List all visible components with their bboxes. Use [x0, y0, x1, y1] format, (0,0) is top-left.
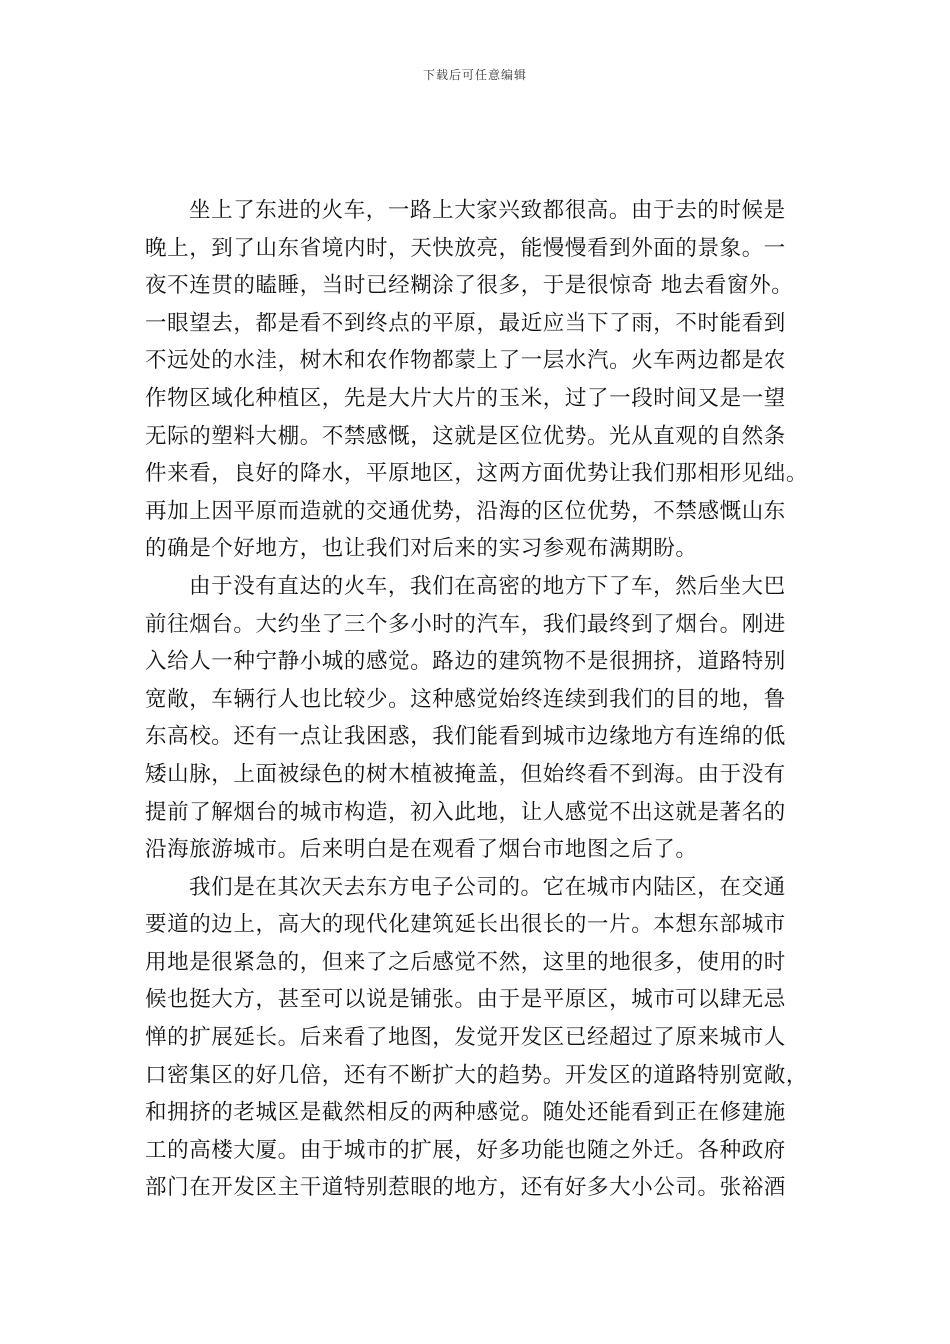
- paragraph-2-line: 前往烟台。大约坐了三个多小时的汽车，我们最终到了烟台。刚进: [145, 611, 786, 637]
- paragraph-3-line: 候也挺大方，甚至可以说是铺张。由于是平原区，城市可以肆无忌: [145, 987, 786, 1013]
- paragraph-2-line: 矮山脉，上面被绿色的树木植被掩盖，但始终看不到海。由于没有: [145, 761, 786, 787]
- paragraph-1-line: 坐上了东进的火车，一路上大家兴致都很高。由于去的时候是: [189, 198, 786, 223]
- paragraph-1-line: 件来看，良好的降水，平原地区，这两方面优势让我们那相形见绌。: [145, 461, 809, 487]
- paragraph-2-line: 宽敞，车辆行人也比较少。这种感觉始终连续到我们的目的地，鲁: [145, 686, 786, 712]
- header-note: 下载后可任意编辑: [422, 68, 527, 82]
- paragraph-1-line: 的确是个好地方，也让我们对后来的实习参观布满期盼。: [145, 536, 698, 562]
- paragraph-2-line: 由于没有直达的火车，我们在高密的地方下了车，然后坐大巴: [189, 573, 786, 599]
- paragraph-3-line: 工的高楼大厦。由于城市的扩展，好多功能也随之外迁。各种政府: [145, 1137, 786, 1163]
- paragraph-1-line: 作物区域化种植区，先是大片大片的玉米，过了一段时间又是一望: [145, 385, 786, 411]
- paragraph-3-line: 要道的边上，高大的现代化建筑延长出很长的一片。本想东部城市: [145, 912, 786, 938]
- paragraph-1-line: 晚上，到了山东省境内时，天快放亮，能慢慢看到外面的景象。一: [145, 235, 786, 261]
- paragraph-1-line: 再加上因平原而造就的交通优势，沿海的区位优势，不禁感慨山东: [145, 498, 786, 524]
- paragraph-2-line: 提前了解烟台的城市构造，初入此地，让人感觉不出这就是著名的: [145, 799, 786, 825]
- paragraph-2-line: 入给人一种宁静小城的感觉。路边的建筑物不是很拥挤，道路特别: [145, 649, 786, 675]
- paragraph-3-line: 我们是在其次天去东方电子公司的。它在城市内陆区，在交通: [189, 874, 786, 900]
- paragraph-1-line: 夜不连贯的瞌睡，当时已经糊涂了很多，于是很惊奇 地去看窗外。: [145, 273, 794, 299]
- paragraph-1-line: 无际的塑料大棚。不禁感慨，这就是区位优势。光从直观的自然条: [145, 423, 786, 449]
- paragraph-2-line: 东高校。还有一点让我困惑，我们能看到城市边缘地方有连绵的低: [145, 724, 786, 750]
- paragraph-3-line: 和拥挤的老城区是截然相反的两种感觉。随处还能看到正在修建施: [145, 1100, 786, 1126]
- paragraph-1-line: 不远处的水洼，树木和农作物都蒙上了一层水汽。火车两边都是农: [145, 348, 786, 374]
- paragraph-3-line: 惮的扩展延长。后来看了地图，发觉开发区已经超过了原来城市人: [145, 1025, 786, 1051]
- paragraph-2-line: 沿海旅游城市。后来明白是在观看了烟台市地图之后了。: [145, 837, 698, 863]
- paragraph-3-line: 口密集区的好几倍，还有不断扩大的趋势。开发区的道路特别宽敞，: [145, 1062, 809, 1088]
- paragraph-1-line: 一眼望去，都是看不到终点的平原，最近应当下了雨，不时能看到: [145, 310, 786, 336]
- paragraph-3-line: 部门在开发区主干道特别惹眼的地方，还有好多大小公司。张裕酒: [145, 1175, 786, 1201]
- paragraph-3-line: 用地是很紧急的，但来了之后感觉不然，这里的地很多，使用的时: [145, 949, 786, 975]
- body-text: [145, 192, 820, 1207]
